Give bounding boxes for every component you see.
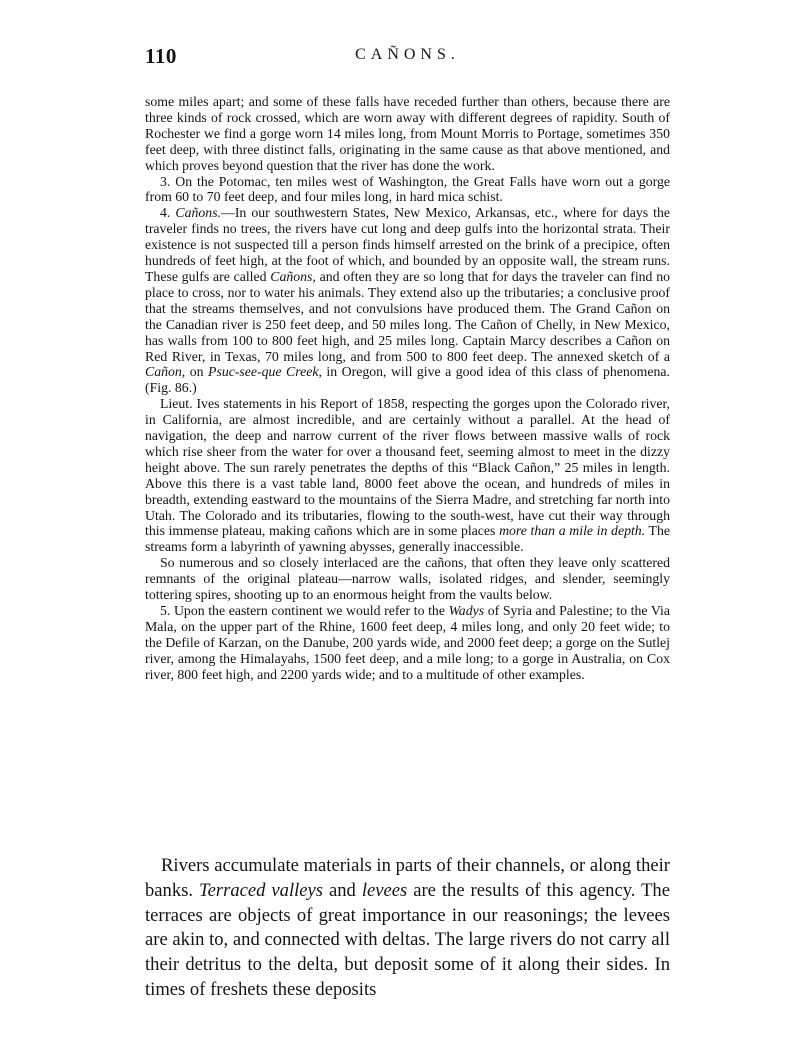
italic-text-segment: Wadys	[448, 603, 485, 618]
text-segment: 4.	[160, 205, 176, 221]
text-segment: are the results of this agency. The terraces are objects of great importance in our reasonings; the levees are akin to, and connected with deltas. The large rivers do not carry all their detritus to the delta, but deposit some of it along their sides. In times of freshets these deposits	[145, 879, 670, 1000]
text-segment: 3. On the Potomac, ten miles west of Washington, the Great Falls have worn out a gorge from 60 to 70 feet deep, and four miles long, in hard mica schist.	[145, 173, 670, 205]
text-segment: of Syria and Palestine; to the Via Mala, on the upper part of the Rhine, 1600 feet deep, 4 miles long, and only 20 feet wide; to the Defile of Karzan, on the Danube, 200 yards wide, and 2000 feet deep; a gorge on the Sutlej river, among the Himalayahs, 1500 feet deep, and a mile long; to a gorge in Australia, on Cox river, 800 feet high, and 2200 yards wide; and to a multitude of other examples.	[145, 603, 670, 682]
text-segment: So numerous and so closely interlaced are the cañons, that often they leave only scattered remnants of the original plateau—narrow walls, isolated ridges, and slender, seemingly tottering spires, shooting up to an enormous height from the vaults below.	[145, 555, 670, 603]
text-segment: in Oregon, will give a good idea of this class of phenomena. (Fig. 86.)	[145, 364, 670, 396]
paragraph	[145, 396, 670, 555]
paragraph	[145, 205, 670, 396]
text-segment: Rivers accumulate materials in parts of their channels, or along their banks.	[145, 855, 670, 901]
text-segment: and	[323, 879, 362, 901]
text-segment: The streams form a labyrinth of yawning abysses, generally inaccessible.	[145, 523, 671, 555]
paragraph	[145, 555, 670, 603]
italic-text-segment: Psuc-see-que Creek,	[208, 364, 322, 380]
running-head: CAÑONS.	[355, 46, 460, 63]
large-type-text-block	[145, 854, 670, 1003]
text-segment: —In our southwestern States, New Mexico, Arkansas, etc., where for days the traveler finds no trees, the rivers have cut long and deep gulfs into the horizontal strata. Their existence is not suspected till a person finds himself arrested on the brink of a precipice, often hundreds of feet high, at the foot of which, and bounded by an opposite wall, the stream runs. These gulfs are called	[145, 205, 670, 284]
paragraph	[145, 854, 670, 1003]
text-segment: Lieut. Ives statements in his Report of 1858, respecting the gorges upon the Colorado river, in California, are almost incredible, and are certainly without a parallel. At the head of navigation, the deep and narrow current of the river flows between massive walls of rock which rise sheer from the water for over a thousand feet, seeming almost to meet in the dizzy height above. The sun rarely penetrates the depths of this “Black Cañon,” 25 miles in length. Above this there is a vast table land, 8000 feet above the ocean, and hundreds of miles in breadth, extending eastward to the mountains of the Sierra Madre, and stretching far north into Utah. The Colorado and its tributaries, flowing to the south-west, have cut their way through this immense plateau, making cañons which are in some places	[145, 396, 670, 539]
paragraph	[145, 94, 670, 174]
italic-text-segment: levees	[361, 879, 408, 901]
text-segment: some miles apart; and some of these falls have receded further than others, because there are three kinds of rock crossed, which are worn away with different degrees of rapidity. South of Rochester we find a gorge worn 14 miles long, from Mount Morris to Portage, sometimes 350 feet deep, with three distinct falls, originating in the same cause as that above mentioned, and which proves beyond question that the river has done the work.	[145, 94, 670, 173]
text-segment: 5. Upon the eastern continent we would refer to the	[160, 603, 449, 618]
text-segment: and often they are so long that for days the traveler can find no place to cross, nor to water his animals. They extend also up the tributaries; a conclusive proof that the streams themselves, and not convulsions have produced them. The Grand Cañon on the Canadian river is 250 feet deep, and 50 miles long. The Cañon of Chelly, in New Mexico, has walls from 100 to 800 feet high, and 25 miles long. Captain Marcy describes a Cañon on Red River, in Texas, 70 miles long, and from 500 to 800 feet deep. The annexed sketch of a	[145, 268, 670, 364]
small-type-text-block	[145, 94, 670, 683]
italic-text-segment: Terraced valleys	[199, 879, 324, 901]
italic-text-segment: Cañons.	[175, 205, 222, 221]
italic-text-segment: Cañon,	[145, 364, 186, 380]
italic-text-segment: Cañons,	[270, 268, 316, 284]
page-header	[145, 44, 670, 70]
paragraph	[145, 603, 670, 683]
text-segment: on	[185, 364, 209, 380]
paragraph	[145, 174, 670, 206]
page-number: 110	[145, 44, 177, 68]
italic-text-segment: more than a mile in depth.	[499, 523, 646, 539]
